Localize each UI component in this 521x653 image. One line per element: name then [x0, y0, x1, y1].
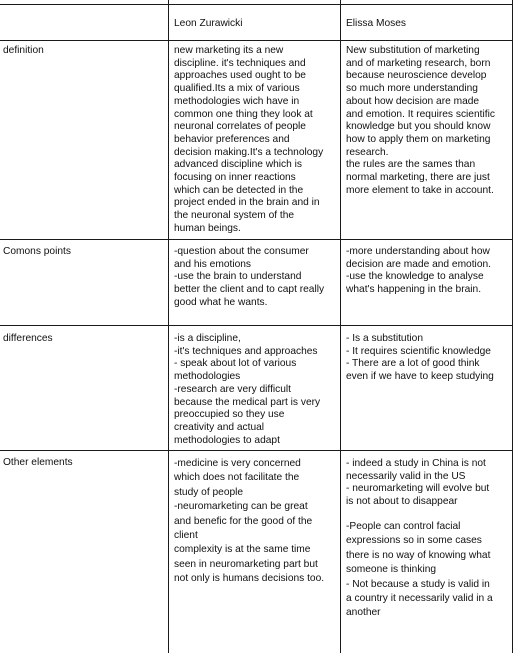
- cell-text-line: new marketing its a new: [174, 45, 284, 56]
- cell-text-line: the rules are the sames than: [346, 159, 476, 171]
- cell-text-line: approaches used ought to be: [174, 70, 306, 82]
- cell-text-line: more element to take in account.: [346, 184, 494, 196]
- cell-text-line: seen in neuromarketing part but: [174, 558, 318, 570]
- header-elissa-moses: Elissa Moses: [346, 18, 407, 29]
- cell-text-line: complexity is at the same time: [174, 544, 311, 556]
- cell-text-line: methodologies: [174, 371, 241, 383]
- cell-text-line: decision are made and emotion.: [346, 258, 491, 270]
- cell-text-line: -use the knowledge to analyse: [346, 271, 484, 283]
- cell-text-line: preoccupied so they use: [174, 409, 285, 421]
- cell-text-line: about how decision are made: [346, 95, 480, 107]
- cell-text-line: another: [346, 607, 381, 619]
- cell-text-line: -it's techniques and approaches: [174, 345, 318, 357]
- cell-text-line: human beings.: [174, 222, 241, 234]
- differences-elissa-text: [346, 333, 510, 384]
- definition-elissa-text: [346, 45, 510, 197]
- cell-text-line: how to apply them on marketing: [346, 133, 491, 145]
- common-elissa-text: [346, 246, 510, 297]
- cell-text-line: the neuronal system of the: [174, 210, 295, 222]
- cell-text-line: and his emotions: [174, 258, 252, 270]
- cell-text-line: knowledge but you should know: [346, 121, 491, 133]
- table-border-row2: [0, 239, 513, 240]
- cell-text-line: what's happening in the brain.: [346, 284, 482, 296]
- cell-text-line: discipline. it's techniques and: [174, 57, 306, 69]
- cell-text-line: which can be detected in the: [174, 184, 304, 196]
- cell-text-line: client: [174, 530, 198, 542]
- cell-text-line: - It requires scientific knowledge: [346, 345, 491, 357]
- cell-text-line: necessarily valid in the US: [346, 470, 466, 482]
- cell-text-line: project ended in the brain and in: [174, 197, 320, 209]
- cell-text-line: and benefic for the good of the: [174, 515, 313, 527]
- cell-text-line: focusing on inner reactions: [174, 172, 296, 184]
- cell-text-line: -People can control facial: [346, 521, 461, 532]
- table-border-col2: [340, 0, 341, 653]
- cell-text-line: New substitution of marketing: [346, 45, 480, 56]
- cell-text-line: better the client and to capt really: [174, 284, 325, 296]
- other-elissa-text-part1: [346, 458, 510, 509]
- row-label-common-points: Comons points: [3, 246, 71, 257]
- cell-text-line: decision making.It's a technology: [174, 146, 324, 158]
- cell-text-line: so much more understanding: [346, 83, 478, 95]
- other-elissa-text-part2: [346, 520, 510, 621]
- definition-leon-text: [174, 45, 338, 236]
- cell-text-line: behavior preferences and: [174, 133, 290, 145]
- table-border-row4: [0, 450, 513, 451]
- cell-text-line: - indeed a study in China is not: [346, 458, 486, 469]
- cell-text-line: study of people: [174, 486, 244, 498]
- cell-text-line: -is a discipline,: [174, 333, 241, 344]
- table-border-col1: [168, 0, 169, 653]
- cell-text-line: qualified.Its a mix of various: [174, 83, 300, 95]
- cell-text-line: - Not because a study is valid in: [346, 578, 490, 590]
- cell-text-line: good what he wants.: [174, 296, 268, 308]
- cell-text-line: -research are very difficult: [174, 383, 292, 395]
- table-border-top: [0, 4, 513, 5]
- cell-text-line: someone is thinking: [346, 564, 437, 576]
- cell-text-line: -more understanding about how: [346, 246, 490, 257]
- cell-text-line: research.: [346, 146, 389, 158]
- cell-text-line: methodologies wich have in: [174, 95, 300, 107]
- cell-text-line: normal marketing, there are just: [346, 172, 490, 184]
- cell-text-line: expressions so in some cases: [346, 535, 482, 547]
- cell-text-line: neuronal correlates of people: [174, 121, 306, 133]
- cell-text-line: -question about the consumer: [174, 246, 309, 257]
- cell-text-line: a country it necessarily valid in a: [346, 593, 493, 605]
- cell-text-line: common one thing they look at: [174, 108, 313, 120]
- cell-text-line: - Is a substitution: [346, 333, 424, 344]
- cell-text-line: -neuromarketing can be great: [174, 501, 308, 513]
- cell-text-line: and of marketing research, born: [346, 57, 491, 69]
- common-leon-text: [174, 246, 338, 310]
- cell-text-line: because neuroscience develop: [346, 70, 487, 82]
- cell-text-line: which does not facilitate the: [174, 472, 300, 484]
- cell-text-line: is not about to disappear: [346, 496, 458, 508]
- row-label-differences: differences: [3, 333, 53, 344]
- cell-text-line: - neuromarketing will evolve but: [346, 483, 490, 495]
- row-label-other-elements: Other elements: [3, 457, 73, 468]
- cell-text-line: because the medical part is very: [174, 396, 321, 408]
- other-leon-text: [174, 457, 338, 587]
- differences-leon-text: [174, 333, 338, 447]
- cell-text-line: methodologies to adapt: [174, 434, 280, 446]
- cell-text-line: creativity and actual: [174, 421, 265, 433]
- table-border-row1: [0, 40, 513, 41]
- table-border-right: [512, 0, 513, 653]
- cell-text-line: - There are a lot of good think: [346, 358, 480, 370]
- cell-text-line: -medicine is very concerned: [174, 458, 301, 469]
- cell-text-line: -use the brain to understand: [174, 271, 302, 283]
- cell-text-line: advanced discipline which is: [174, 159, 302, 171]
- row-label-definition: definition: [3, 45, 44, 56]
- table-border-row3: [0, 325, 513, 326]
- cell-text-line: not only is humans decisions too.: [174, 573, 325, 585]
- cell-text-line: even if we have to keep studying: [346, 371, 494, 383]
- cell-text-line: there is no way of knowing what: [346, 549, 491, 561]
- cell-text-line: and emotion. It requires scientific: [346, 108, 495, 120]
- header-leon-zurawicki: Leon Zurawicki: [174, 18, 243, 29]
- cell-text-line: - speak about lot of various: [174, 358, 297, 370]
